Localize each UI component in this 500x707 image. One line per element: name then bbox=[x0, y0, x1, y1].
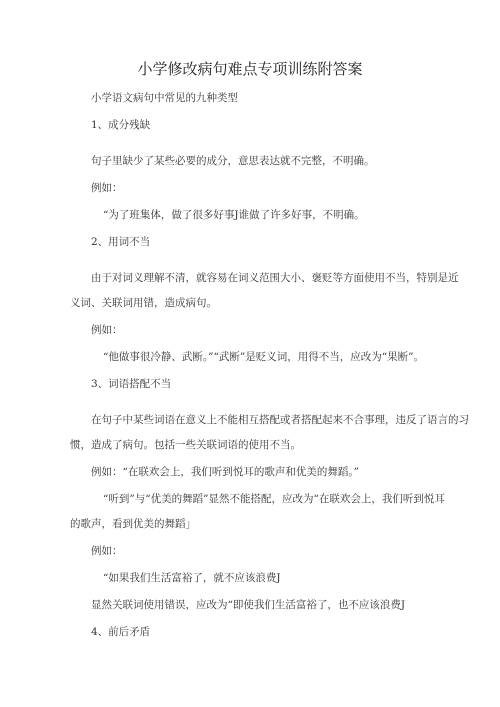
example-label-1: 例如： bbox=[91, 182, 123, 194]
example-label-2: 例如： bbox=[91, 324, 123, 336]
explanation-3-line2: 的歌声，看到优美的舞蹈」 bbox=[70, 518, 196, 530]
example-text-3: 例如：“在联欢会上，我们听到悦耳的歌声和优美的舞蹈。” bbox=[91, 466, 359, 478]
section-description-1: 句子里缺少了某些必要的成分，意思表达就不完整，不明确。 bbox=[91, 155, 375, 167]
page-title: 小学修改病句难点专项训练附答案 bbox=[137, 60, 363, 78]
section-description-3-line2: 惯，造成了病句。包括一些关联词语的使用不当。 bbox=[70, 439, 301, 451]
section-description-3-line1: 在句子中某些词语在意义上不能相互搭配或者搭配起来不合事理，违反了语言的习 bbox=[91, 414, 469, 426]
section-heading-2: 2、用词不当 bbox=[91, 236, 151, 248]
section-description-2-line1: 由于对词义理解不清，就容易在词义范围大小、褒贬等方面使用不当，特别是近 bbox=[91, 272, 459, 284]
example-label-3b: 例如： bbox=[91, 545, 123, 557]
example-text-2: “他做事很冷静、武断。”“武断”是贬义词，用得不当，应改为“果断”。 bbox=[103, 351, 424, 363]
example-text-3b: “如果我们生活富裕了，就不应该浪费J bbox=[103, 572, 281, 584]
section-heading-3: 3、词语搭配不当 bbox=[91, 378, 172, 390]
document-subtitle: 小学语文病句中常见的九种类型 bbox=[91, 92, 238, 104]
explanation-3-line1: “听到”与“优美的舞蹈”显然不能搭配，应改为“在联欢会上，我们听到悦耳 bbox=[103, 493, 445, 505]
section-heading-1: 1、成分残缺 bbox=[91, 119, 151, 131]
example-text-1: “为了班集体，做了很多好事J谁做了许多好事，不明确。 bbox=[103, 209, 365, 221]
section-description-2-line2: 义词、关联词用错，造成病句。 bbox=[70, 297, 217, 309]
section-heading-4: 4、前后矛盾 bbox=[91, 626, 151, 638]
example-explanation-3b: 显然关联词使用错误，应改为“即使我们生活富裕了，也不应该浪费J bbox=[91, 599, 406, 611]
